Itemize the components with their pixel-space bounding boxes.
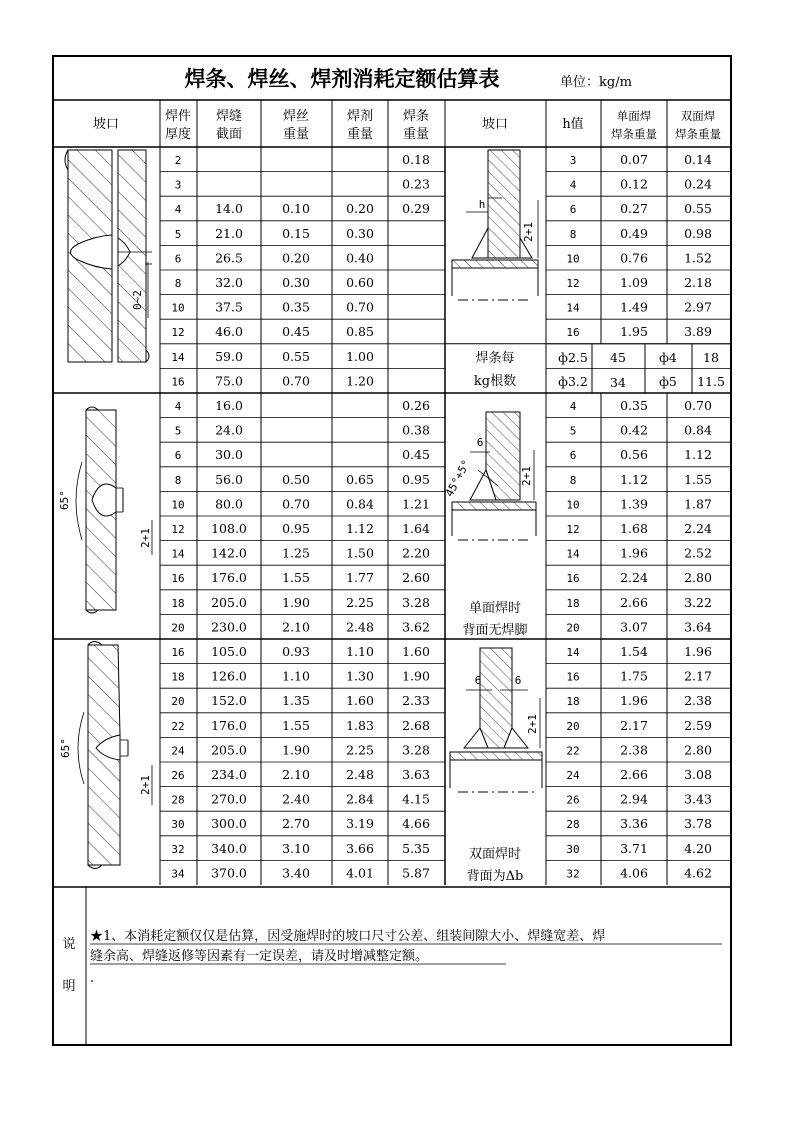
- right-cell: 3.22: [684, 594, 712, 610]
- header-rod-1: 焊条: [402, 109, 430, 124]
- header-wire-1: 焊丝: [282, 109, 310, 124]
- left-cell: 205.0: [211, 742, 247, 758]
- label-bevel-45: 45°+5°: [442, 457, 473, 499]
- right-cell: 2.80: [684, 742, 712, 758]
- left-cell: 0.20: [346, 201, 374, 217]
- left-cell: 0.10: [282, 201, 310, 217]
- right-cell: 2.24: [684, 521, 712, 536]
- left-cell: 1.83: [346, 717, 374, 733]
- left-cell: 152.0: [211, 693, 247, 709]
- right-cell: 0.12: [620, 176, 648, 192]
- diagram-single-v: [58, 407, 152, 613]
- rod-count-2: 18: [703, 350, 719, 365]
- left-cell: 300.0: [211, 816, 247, 832]
- rod-count-1: 45: [610, 350, 626, 365]
- notes-section: [62, 928, 722, 994]
- left-cell: 28: [171, 793, 185, 807]
- left-cell: 0.65: [346, 471, 374, 487]
- left-cell: 1.20: [346, 373, 374, 389]
- left-cell: 16: [171, 646, 185, 659]
- left-cell: 0.95: [282, 521, 310, 536]
- right-cell: 26: [566, 793, 580, 807]
- right-cell: 1.95: [620, 324, 648, 340]
- header-double-2: 焊条重量: [675, 127, 721, 141]
- left-cell: 22: [171, 719, 185, 733]
- notes-side-2: 明: [62, 979, 76, 994]
- left-cell: 340.0: [211, 840, 247, 856]
- left-cell: 0.60: [346, 275, 374, 290]
- left-cell: 3.28: [402, 742, 430, 758]
- left-cell: 1.25: [282, 545, 310, 561]
- left-cell: 0.50: [282, 471, 310, 487]
- left-cell: 4: [174, 400, 182, 413]
- left-cell: 1.90: [282, 742, 310, 758]
- left-cell: 20: [171, 695, 185, 709]
- right-cell: 1.12: [620, 471, 648, 487]
- left-cell: 1.50: [346, 545, 374, 561]
- left-cell: 0.85: [346, 324, 374, 340]
- rod-diameter-2: ф4: [659, 350, 677, 365]
- left-cell: 0.30: [346, 225, 374, 241]
- left-cell: 8: [174, 277, 182, 290]
- left-cell: 56.0: [215, 471, 243, 487]
- left-cell: 0.23: [402, 176, 430, 192]
- left-cell: 105.0: [211, 644, 247, 659]
- right-cell: 1.96: [620, 693, 648, 709]
- left-cell: 12: [171, 523, 185, 536]
- left-cell: 3.62: [402, 619, 430, 635]
- left-cell: 6: [174, 252, 182, 266]
- left-cell: 24.0: [215, 422, 243, 438]
- right-cell: 4: [569, 400, 577, 413]
- left-cell: 12: [171, 326, 185, 340]
- right-cell: 3.08: [684, 767, 712, 782]
- label-gap-0-2: 0~2: [131, 290, 144, 310]
- header-section-2: 截面: [215, 127, 243, 142]
- right-cell: 3.71: [620, 840, 648, 856]
- right-cell: 4.06: [620, 865, 648, 881]
- left-cell: 5: [174, 227, 182, 241]
- left-cell: 0.30: [282, 275, 310, 290]
- right-cell: 20: [566, 621, 580, 635]
- left-cell: 1.12: [346, 521, 374, 536]
- page-title: 焊条、焊丝、焊剂消耗定额估算表: [184, 67, 500, 91]
- left-cell: 2.68: [402, 717, 430, 733]
- left-cell: 34: [171, 867, 185, 881]
- header-double-1: 双面焊: [680, 109, 716, 123]
- right-cell: 16: [566, 572, 580, 586]
- left-cell: 0.84: [346, 496, 374, 512]
- label-angle-65: 65°: [58, 490, 71, 510]
- left-cell: 0.40: [346, 250, 374, 266]
- left-cell: 59.0: [215, 348, 243, 364]
- left-cell: 16: [171, 572, 185, 586]
- left-cell: 14: [171, 350, 185, 364]
- right-cell: 6: [569, 449, 577, 463]
- left-cell: 1.60: [346, 693, 374, 709]
- right-cell: 1.96: [620, 545, 648, 561]
- left-cell: 1.55: [282, 717, 310, 733]
- right-cell: 2.97: [684, 299, 712, 315]
- left-cell: 108.0: [211, 521, 247, 536]
- left-cell: 370.0: [211, 865, 247, 881]
- left-cell: 3.40: [282, 865, 310, 881]
- label-gap-right-1: 2+1: [522, 222, 535, 242]
- left-cell: 1.35: [282, 693, 310, 709]
- right-cell: 3.78: [684, 816, 712, 832]
- left-cell: 0.20: [282, 250, 310, 266]
- left-cell: 2.20: [402, 545, 430, 561]
- right-cell: 2.80: [684, 570, 712, 586]
- rod-diameter-4: ф5: [659, 374, 677, 389]
- label-six-b: 6: [514, 674, 522, 687]
- left-cell: 2.48: [346, 767, 374, 782]
- right-cell: 2.66: [620, 767, 648, 782]
- right-cell: 2.18: [684, 275, 712, 290]
- left-cell: 14: [171, 547, 185, 561]
- header-wire-2: 重量: [282, 127, 310, 142]
- left-cell: 32.0: [215, 275, 243, 290]
- left-cell: 5.35: [402, 840, 430, 856]
- left-cell: 2.10: [282, 767, 310, 782]
- rod-diameter-1: ф2.5: [558, 350, 588, 365]
- right-cell: 8: [569, 227, 577, 241]
- right-cell: 1.09: [620, 275, 648, 290]
- left-cell: 10: [171, 498, 185, 512]
- header-flux-1: 焊剂: [346, 109, 374, 124]
- right-cell: 1.96: [684, 644, 712, 659]
- table-header: [93, 108, 721, 142]
- left-cell: 21.0: [215, 225, 243, 241]
- right-cell: 2.24: [620, 570, 648, 586]
- right-cell: 0.27: [620, 201, 648, 217]
- rod-count-label-2: kg根数: [473, 374, 517, 389]
- left-cell: 176.0: [211, 570, 247, 586]
- right-cell: 14: [566, 547, 580, 561]
- right-cell: 2.94: [620, 791, 648, 807]
- header-section-1: 焊缝: [215, 109, 243, 124]
- left-cell: 142.0: [211, 545, 247, 561]
- left-cell: 0.93: [282, 644, 310, 659]
- right-cell: 2.52: [684, 545, 712, 561]
- rod-count-3: 34: [610, 375, 626, 390]
- right-cell: 0.07: [620, 152, 648, 167]
- left-cell: 6: [174, 449, 182, 463]
- label-h: h: [478, 198, 486, 211]
- left-cell: 3.10: [282, 840, 310, 856]
- left-cell: 14.0: [215, 201, 243, 217]
- note-line-2: 缝余高、焊缝返修等因素有一定误差，请及时增减整定额。: [90, 949, 429, 964]
- right-cell: 18: [566, 596, 580, 610]
- rod-count-4: 11.5: [697, 374, 725, 389]
- right-cell: 30: [566, 842, 580, 856]
- left-cell: 230.0: [211, 619, 247, 635]
- diagram-single-bevel: [443, 412, 536, 540]
- right-cell: 18: [566, 695, 580, 709]
- right-cell: 1.49: [620, 299, 648, 315]
- left-cell: 4: [174, 203, 182, 217]
- left-cell: 0.45: [402, 447, 430, 463]
- right-cell: 4.20: [684, 840, 712, 856]
- right-cell: 0.70: [684, 398, 712, 413]
- left-cell: 3.28: [402, 594, 430, 610]
- rod-count-block: [474, 350, 725, 390]
- right-cell: 10: [566, 498, 580, 512]
- diagram-double-bevel: [450, 648, 542, 792]
- left-cell: 1.10: [346, 644, 374, 659]
- left-cell: 1.64: [402, 521, 430, 536]
- right-cell: 2.66: [620, 594, 648, 610]
- left-cell: 3: [174, 178, 182, 192]
- left-cell: 0.70: [282, 373, 310, 389]
- header-h-value: h值: [562, 117, 584, 132]
- left-cell: 26: [171, 769, 185, 782]
- left-cell: 0.45: [282, 324, 310, 340]
- label-gap-right-2: 2+1: [520, 466, 533, 486]
- right-cell: 1.52: [684, 250, 712, 266]
- left-cell: 3.19: [346, 816, 374, 832]
- left-cell: 2.60: [402, 570, 430, 586]
- left-cell: 1.60: [402, 644, 430, 659]
- left-cell: 1.90: [282, 594, 310, 610]
- unit-label: 单位：kg/m: [560, 75, 632, 90]
- left-cell: 37.5: [215, 299, 243, 315]
- label-six-a: 6: [474, 674, 482, 687]
- right-cell: 22: [566, 744, 580, 758]
- left-cell: 270.0: [211, 791, 247, 807]
- left-cell: 2.25: [346, 594, 374, 610]
- right-cell: 0.76: [620, 250, 648, 266]
- right-cell: 3.43: [684, 791, 712, 807]
- left-cell: 8: [174, 473, 182, 487]
- right-cell: 2.38: [684, 693, 712, 709]
- right-cell: 14: [566, 301, 580, 315]
- left-cell: 1.21: [402, 496, 430, 512]
- left-cell: 24: [171, 744, 185, 758]
- right-cell: 6: [569, 203, 577, 217]
- right-cell: 1.75: [620, 668, 648, 684]
- left-cell: 30: [171, 818, 185, 832]
- left-cell: 2.48: [346, 619, 374, 635]
- left-cell: 0.18: [402, 152, 430, 167]
- left-cell: 2.25: [346, 742, 374, 758]
- right-cell: 8: [569, 473, 577, 487]
- left-cell: 32: [171, 842, 185, 856]
- left-cell: 1.00: [346, 348, 374, 364]
- left-cell: 1.10: [282, 668, 310, 684]
- label-angle-65-double: 65°: [59, 738, 72, 758]
- right-cell: 3.07: [620, 619, 648, 635]
- left-cell: 2.70: [282, 816, 310, 832]
- right-cell: 0.56: [620, 447, 648, 463]
- label-gap-2-1-double: 2+1: [139, 775, 152, 795]
- caption-single-2: 背面无焊脚: [462, 623, 528, 638]
- header-thickness-2: 厚度: [164, 127, 192, 142]
- right-cell: 3.36: [620, 816, 648, 832]
- left-cell: 2.84: [346, 791, 374, 807]
- header-groove: 坡口: [92, 117, 120, 132]
- right-cell: 20: [566, 719, 580, 733]
- left-cell: 0.15: [282, 225, 310, 241]
- header-single-2: 焊条重量: [611, 127, 657, 141]
- left-cell: 0.95: [402, 471, 430, 487]
- caption-double-2: 背面为Δb: [466, 869, 524, 884]
- header-rod-2: 重量: [402, 127, 430, 142]
- right-cell: 1.55: [684, 471, 712, 487]
- header-single-1: 单面焊: [616, 109, 652, 123]
- caption-double-1: 双面焊时: [468, 847, 522, 862]
- right-cell: 4.62: [684, 865, 712, 881]
- right-cell: 0.35: [620, 398, 648, 413]
- left-cell: 20: [171, 621, 185, 635]
- left-cell: 205.0: [211, 594, 247, 610]
- diagram-square-butt: [65, 150, 152, 362]
- left-cell: 0.26: [402, 398, 430, 413]
- note-line-3: .: [90, 971, 95, 986]
- right-cell: 12: [566, 523, 580, 536]
- left-cell: 2.10: [282, 619, 310, 635]
- right-cell: 5: [569, 424, 577, 438]
- left-cell: 75.0: [215, 373, 243, 389]
- left-cell: 4.66: [402, 816, 430, 832]
- right-cell: 32: [566, 867, 580, 881]
- left-cell: 2.33: [402, 693, 430, 709]
- right-cell: 1.12: [684, 447, 712, 463]
- right-cell: 1.87: [684, 496, 712, 512]
- left-cell: 16.0: [215, 398, 243, 413]
- right-cell: 2.17: [620, 717, 648, 733]
- diagram-double-v: [59, 642, 152, 869]
- left-cell: 26.5: [215, 250, 243, 266]
- left-cell: 46.0: [215, 324, 243, 340]
- right-cell: 16: [566, 326, 580, 340]
- left-cell: 3.63: [402, 767, 430, 782]
- header-flux-2: 重量: [346, 127, 374, 142]
- left-cell: 1.30: [346, 668, 374, 684]
- header-groove-right: 坡口: [481, 117, 509, 132]
- right-cell: 1.39: [620, 496, 648, 512]
- left-cell: 16: [171, 375, 185, 389]
- left-cell: 176.0: [211, 717, 247, 733]
- label-gap-right-3: 2+1: [526, 714, 539, 734]
- notes-side-1: 说: [62, 937, 76, 952]
- right-cell: 0.98: [684, 225, 712, 241]
- right-cell: 0.49: [620, 225, 648, 241]
- right-cell: 3: [569, 154, 577, 167]
- caption-single-1: 单面焊时: [468, 601, 522, 616]
- rod-count-label-1: 焊条每: [475, 351, 515, 366]
- header-thickness-1: 焊件: [164, 109, 192, 124]
- right-cell: 0.14: [684, 152, 712, 167]
- left-cell: 1.55: [282, 570, 310, 586]
- left-cell: 0.38: [402, 422, 430, 438]
- right-cell: 0.24: [684, 176, 712, 192]
- left-cell: 4.15: [402, 791, 430, 807]
- right-cell: 0.42: [620, 422, 648, 438]
- left-cell: 18: [171, 670, 185, 684]
- left-cell: 0.35: [282, 299, 310, 315]
- left-cell: 10: [171, 301, 185, 315]
- right-cell: 14: [566, 646, 580, 659]
- left-cell: 18: [171, 596, 185, 610]
- right-cell: 1.54: [620, 644, 648, 659]
- left-cell: 0.55: [282, 348, 310, 364]
- right-cell: 2.38: [620, 742, 648, 758]
- right-cell: 24: [566, 769, 580, 782]
- left-cell: 0.29: [402, 201, 430, 217]
- right-cell: 2.17: [684, 668, 712, 684]
- left-cell: 5: [174, 424, 182, 438]
- left-cell: 1.77: [346, 570, 374, 586]
- right-cell: 3.89: [684, 324, 712, 340]
- left-cell: 1.90: [402, 668, 430, 684]
- right-cell: 16: [566, 670, 580, 684]
- left-cell: 2.40: [282, 791, 310, 807]
- right-cell: 0.84: [684, 422, 712, 438]
- left-cell: 80.0: [215, 496, 243, 512]
- left-cell: 0.70: [346, 299, 374, 315]
- right-cell: 2.59: [684, 717, 712, 733]
- right-cell: 10: [566, 252, 580, 266]
- right-cell: 3.64: [684, 619, 712, 635]
- label-gap-2-1-left: 2+1: [139, 528, 152, 548]
- left-cell: 4.01: [346, 865, 374, 881]
- left-cell: 2: [174, 154, 182, 167]
- left-cell: 234.0: [211, 767, 247, 782]
- left-cell: 30.0: [215, 447, 243, 463]
- left-cell: 126.0: [211, 668, 247, 684]
- label-six: 6: [476, 436, 484, 449]
- right-cell: 12: [566, 277, 580, 290]
- right-cell: 1.68: [620, 521, 648, 536]
- right-cell: 0.55: [684, 201, 712, 217]
- diagram-t-fillet: [452, 150, 538, 300]
- note-line-1: ★1、本消耗定额仅仅是估算，因受施焊时的坡口尺寸公差、组装间隙大小、焊缝宽差、焊: [90, 929, 606, 944]
- left-cell: 5.87: [402, 865, 430, 881]
- left-cell: 0.70: [282, 496, 310, 512]
- left-cell: 3.66: [346, 840, 374, 856]
- right-cell: 4: [569, 178, 577, 192]
- rod-diameter-3: ф3.2: [558, 374, 588, 389]
- right-cell: 28: [566, 818, 580, 832]
